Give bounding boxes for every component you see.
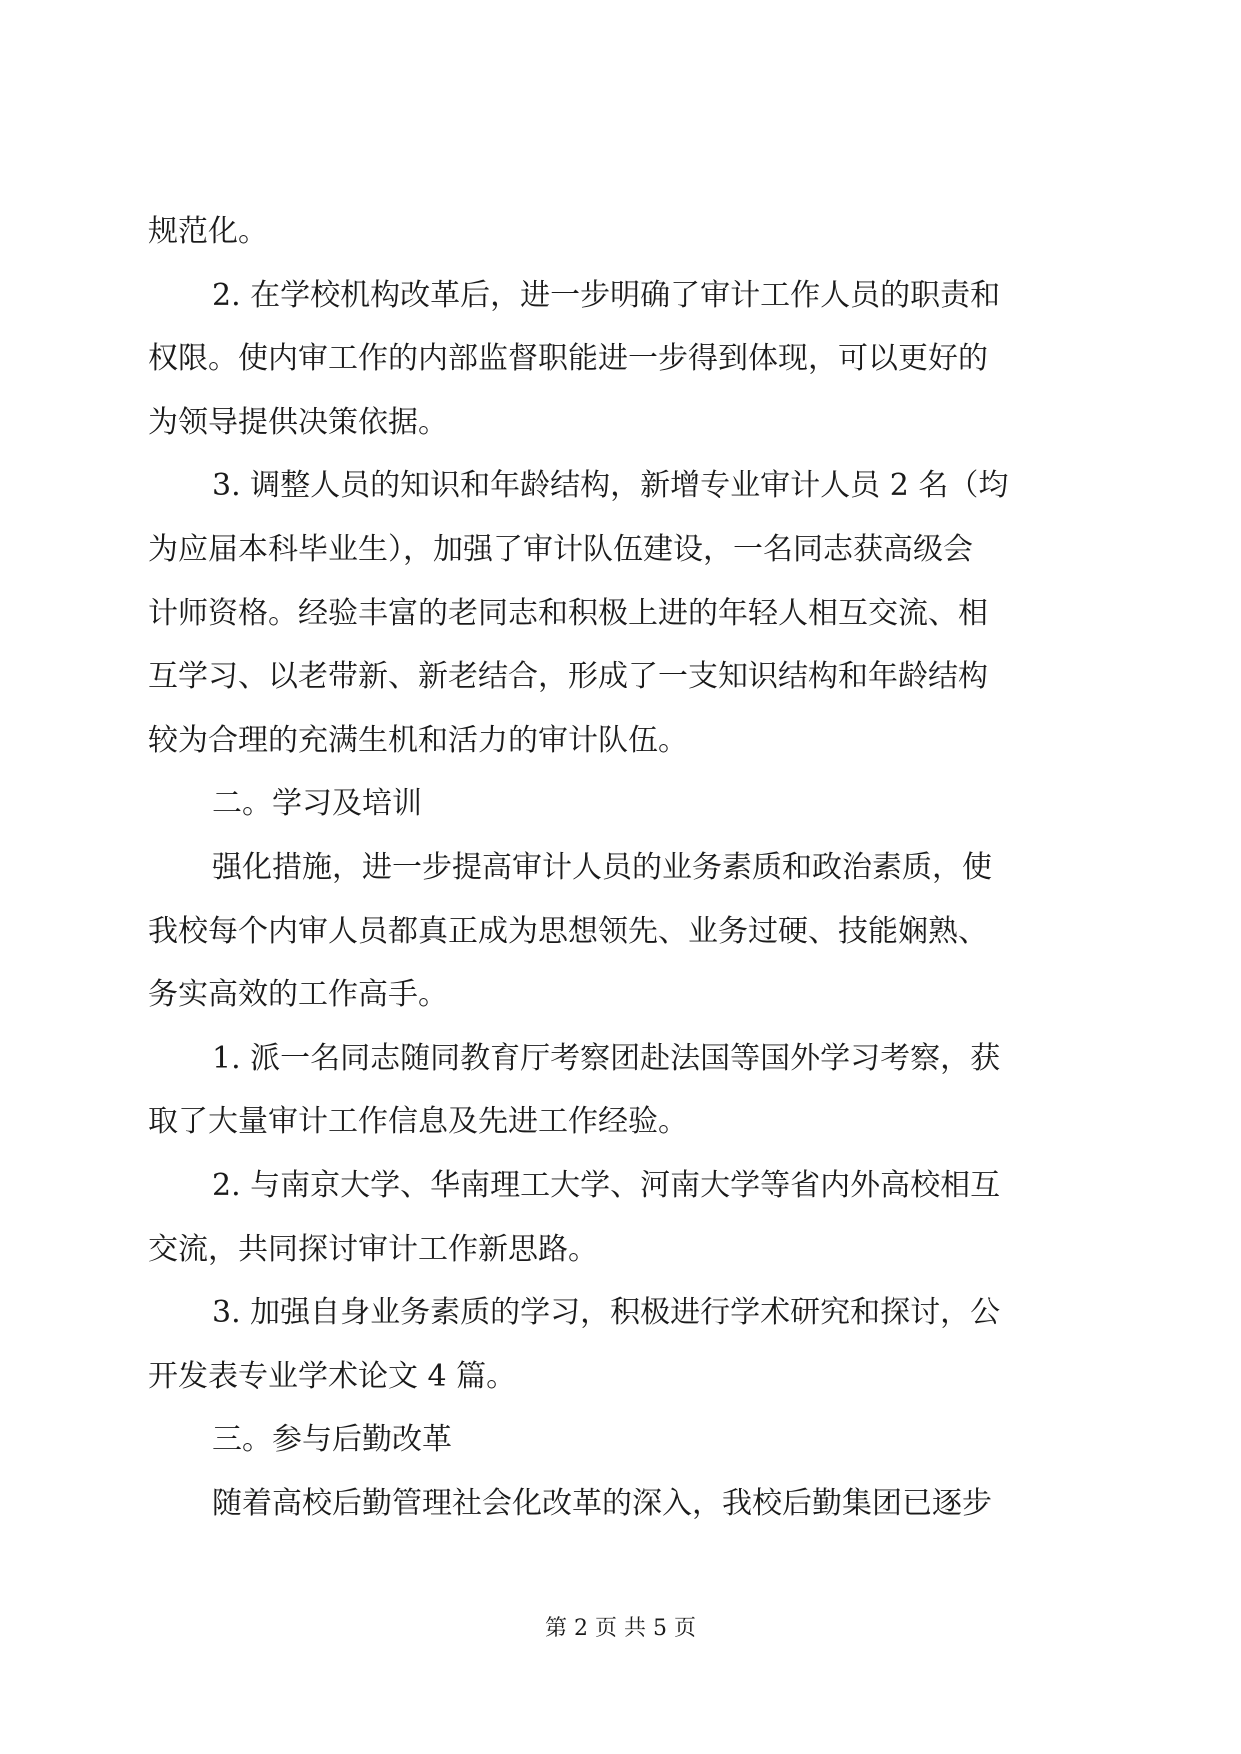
text-line: 规范化。 [148, 214, 268, 249]
text-line: 我校每个内审人员都真正成为思想领先、业务过硬、技能娴熟、 [148, 913, 988, 949]
text-line: 1. 派一名同志随同教育厅考察团赴法国等国外学习考察，获 [212, 1040, 1001, 1076]
text-line: 为领导提供决策依据。 [148, 404, 448, 440]
text-line: 3. 加强自身业务素质的学习，积极进行学术研究和探讨，公 [212, 1295, 1001, 1331]
text-line: 较为合理的充满生机和活力的审计队伍。 [148, 722, 688, 758]
section-heading: 二。学习及培训 [212, 786, 422, 822]
text-line: 交流，共同探讨审计工作新思路。 [148, 1231, 598, 1267]
text-line: 计师资格。经验丰富的老同志和积极上进的年轻人相互交流、相 [148, 595, 988, 631]
text-line: 3. 调整人员的知识和年龄结构，新增专业审计人员 2 名（均 [212, 468, 1009, 504]
text-line: 开发表专业学术论文 4 篇。 [148, 1358, 517, 1394]
text-line: 随着高校后勤管理社会化改革的深入，我校后勤集团已逐步 [212, 1485, 992, 1521]
page-number-footer: 第 2 页 共 5 页 [545, 1616, 696, 1641]
text-line: 2. 与南京大学、华南理工大学、河南大学等省内外高校相互 [212, 1167, 1001, 1203]
text-line: 2. 在学校机构改革后，进一步明确了审计工作人员的职责和 [212, 277, 1001, 313]
text-line: 互学习、以老带新、新老结合，形成了一支知识结构和年龄结构 [148, 659, 988, 695]
document-body [148, 200, 1088, 1535]
section-heading: 三。参与后勤改革 [212, 1422, 452, 1458]
text-line: 为应届本科毕业生），加强了审计队伍建设，一名同志获高级会 [148, 531, 973, 567]
text-line: 权限。使内审工作的内部监督职能进一步得到体现，可以更好的 [148, 341, 988, 377]
text-line: 取了大量审计工作信息及先进工作经验。 [148, 1104, 688, 1140]
text-line: 务实高效的工作高手。 [148, 977, 448, 1013]
text-line: 强化措施，进一步提高审计人员的业务素质和政治素质，使 [212, 849, 992, 885]
